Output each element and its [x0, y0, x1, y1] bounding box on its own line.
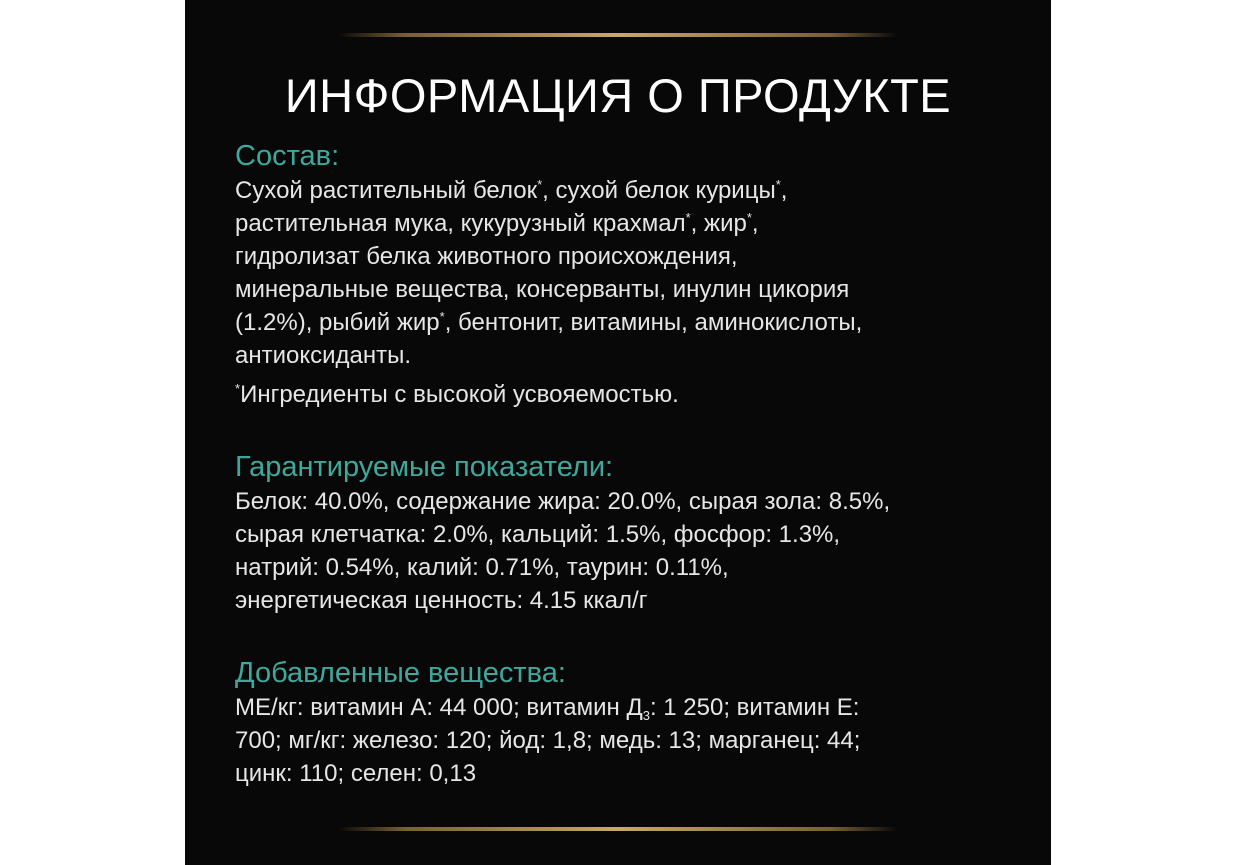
- additives-line: МЕ/кг: витамин А: 44 000; витамин Д: [235, 694, 643, 721]
- additives-line: : 1 250; витамин Е:: [649, 694, 860, 721]
- page-title: ИНФОРМАЦИЯ О ПРОДУКТЕ: [284, 69, 952, 122]
- guaranteed-line: Белок: 40.0%, содержание жира: 20.0%, сырая зола: 8.5%,: [235, 488, 891, 515]
- composition-part: Сухой растительный белок: [235, 177, 538, 204]
- subscript-mark: 3: [642, 708, 650, 723]
- asterisk-mark: *: [775, 177, 781, 192]
- composition-part: , сухой белок курицы: [542, 177, 776, 204]
- additives-section: [235, 655, 1025, 790]
- additives-line: 700; мг/кг: железо: 120; йод: 1,8; медь: 13; марганец: 44;: [235, 727, 861, 754]
- top-divider: [338, 33, 898, 37]
- additives-text: [235, 691, 1025, 790]
- composition-text: [235, 174, 1025, 372]
- product-info-panel: [185, 0, 1051, 865]
- composition-part: ,: [780, 177, 788, 204]
- footnote: [235, 378, 1025, 411]
- composition-part: гидролизат белка животного происхождения,: [235, 243, 738, 270]
- guaranteed-section: [235, 449, 1025, 617]
- bottom-divider: [338, 827, 898, 831]
- asterisk-mark: *: [439, 309, 445, 324]
- footnote-text: Ингредиенты с высокой усвояемостью.: [240, 381, 679, 408]
- composition-part: растительная мука, кукурузный крахмал: [235, 210, 686, 237]
- guaranteed-line: энергетическая ценность: 4.15 ккал/г: [235, 587, 648, 614]
- additives-line: цинк: 110; селен: 0,13: [235, 760, 477, 787]
- guaranteed-line: натрий: 0.54%, калий: 0.71%, таурин: 0.11%,: [235, 554, 729, 581]
- composition-part: , жир: [690, 210, 747, 237]
- composition-part: (1.2%), рыбий жир: [235, 309, 440, 336]
- asterisk-mark: *: [746, 210, 752, 225]
- composition-part: , бентонит, витамины, аминокислоты,: [444, 309, 863, 336]
- composition-section: [235, 138, 1025, 411]
- guaranteed-text: [235, 485, 1025, 617]
- asterisk-mark: *: [537, 177, 543, 192]
- composition-part: ,: [751, 210, 759, 237]
- guaranteed-heading: Гарантируемые показатели:: [235, 451, 614, 483]
- asterisk-mark: *: [685, 210, 691, 225]
- guaranteed-line: сырая клетчатка: 2.0%, кальций: 1.5%, фосфор: 1.3%,: [235, 521, 841, 548]
- additives-heading: Добавленные вещества:: [235, 657, 566, 689]
- asterisk-mark: *: [235, 381, 241, 396]
- composition-heading: Состав:: [235, 140, 340, 172]
- composition-part: минеральные вещества, консерванты, инулин цикория: [235, 276, 850, 303]
- content-block: [235, 138, 1025, 790]
- composition-part: антиоксиданты.: [235, 342, 412, 369]
